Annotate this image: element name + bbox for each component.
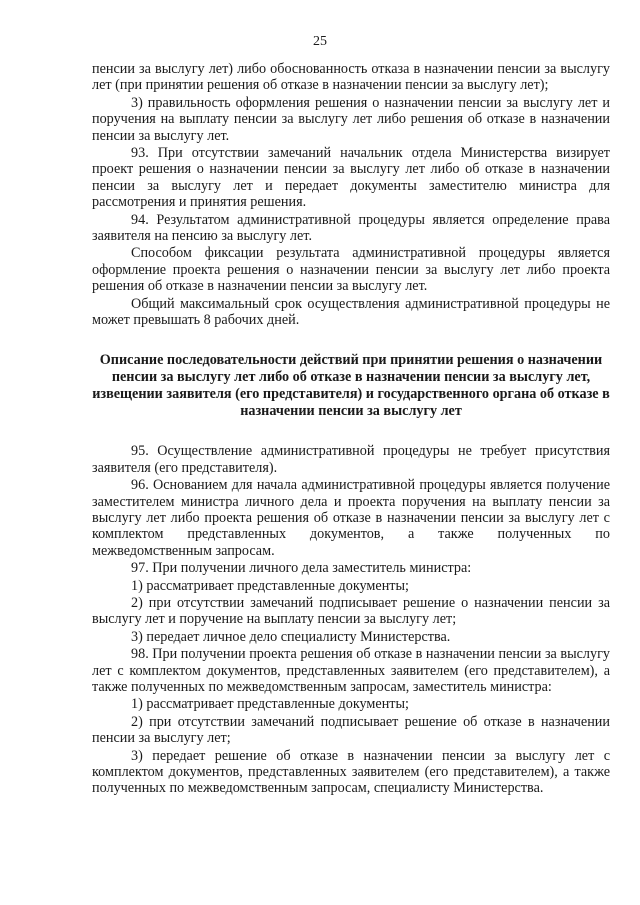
paragraph: 97. При получении личного дела заместитель министра: (131, 560, 472, 577)
document-body (92, 61, 610, 798)
list-item: 1) рассматривает представленные документы; (131, 696, 409, 713)
paragraph: 98. При получении проекта решения об отказе в назначении пенсии за выслугу лет с комплектом документов, представленных заявителем (его представителем), а также полученных по межведомственным запросам, заместитель министра: (92, 646, 611, 695)
paragraph: Общий максимальный срок осуществления административной процедуры не может превышать 8 рабочих дней. (92, 295, 610, 329)
list-item: 2) при отсутствии замечаний подписывает решение о назначении пенсии за выслугу лет и поручение на выплату пенсии за выслугу лет; (92, 594, 610, 628)
section-heading: Описание последовательности действий при принятии решения о назначении пенсии за выслугу лет либо об отказе в назначении пенсии за выслугу лет, извещении заявителя (его представителя) и государственного органа об отказе в назначении пенсии за выслугу лет (92, 351, 610, 420)
page-number: 25 (313, 34, 327, 49)
list-item: 1) рассматривает представленные документы; (131, 577, 409, 594)
paragraph: 96. Основанием для начала административной процедуры является получение заместителем министра личного дела и проекта поручения на выплату пенсии за выслугу лет либо проекта решения об отказе в назначении пенсии за выслугу лет с комплектом представленных документов, а также полученных по межведомственным запросам. (92, 477, 610, 559)
list-item: 3) передает решение об отказе в назначении пенсии за выслугу лет с комплектом документов, представленных заявителем (его представителем), а также полученных по межведомственным запросам, специалисту Министерства. (92, 747, 610, 797)
paragraph: Способом фиксации результата административной процедуры является оформление проекта решения о назначении пенсии за выслугу лет либо проекта решения об отказе в назначении пенсии за выслугу лет. (92, 245, 610, 295)
paragraph: 93. При отсутствии замечаний начальник отдела Министерства визирует проект решения о назначении пенсии за выслугу лет либо об отказе в назначении пенсии за выслугу лет и передает документы заместителю министра для рассмотрения и принятия решения. (92, 145, 610, 211)
list-item: 2) при отсутствии замечаний подписывает решение об отказе в назначении пенсии за выслугу лет; (92, 713, 610, 747)
paragraph: 95. Осуществление административной процедуры не требует присутствия заявителя (его представителя). (92, 443, 610, 476)
paragraph: 3) правильность оформления решения о назначении пенсии за выслугу лет и поручения на выплату пенсии за выслугу лет либо решения об отказе в назначении пенсии за выслугу лет. (92, 94, 610, 144)
paragraph: 94. Результатом административной процедуры является определение права заявителя на пенсию за выслугу лет. (92, 211, 610, 245)
paragraph: пенсии за выслугу лет) либо обоснованность отказа в назначении пенсии за выслугу лет (при принятии решения об отказе в назначении пенсии за выслугу лет); (92, 61, 610, 94)
list-item: 3) передает личное дело специалисту Министерства. (131, 628, 451, 645)
